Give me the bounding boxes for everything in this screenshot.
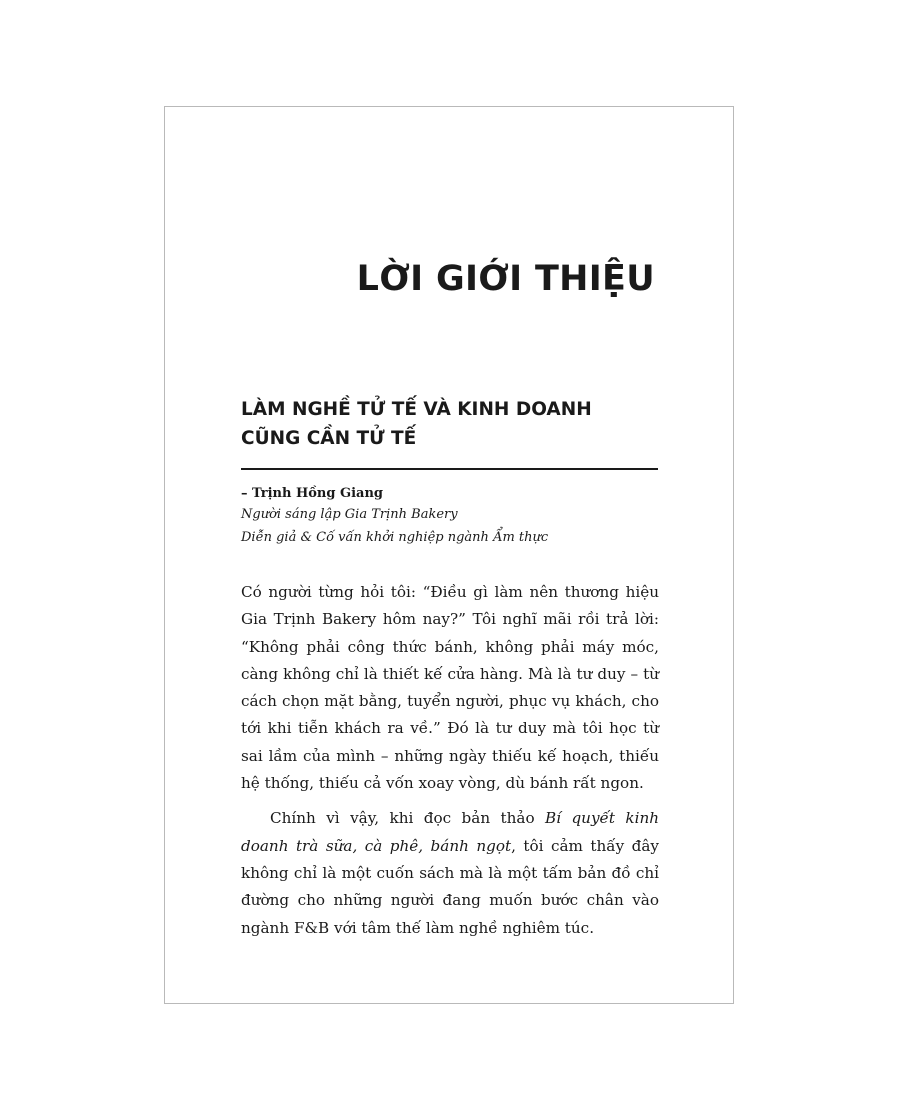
author-credit xyxy=(241,484,548,549)
section-title xyxy=(241,395,658,453)
author-name: – Trịnh Hồng Giang xyxy=(241,486,383,501)
paragraph-2-end: , tôi cảm thấy đây không chỉ là một cuốn sách mà là một tấm bản đồ chỉ đường cho những người đang muốn bước chân vào ngành F&B với tâm thế làm nghề nghiêm túc. xyxy=(241,836,660,937)
body-paragraph-2 xyxy=(241,805,659,941)
body-paragraph-1: Có người từng hỏi tôi: “Điều gì làm nên thương hiệu Gia Trịnh Bakery hôm nay?” Tôi nghĩ mãi rồi trả lời: “Không phải công thức bánh, không phải máy móc, càng không chỉ là thiết kế cửa hàng. Mà là tư duy – từ cách chọn mặt bằng, tuyển người, phục vụ khách, cho tới khi tiễn khách ra về.” Đó là tư duy mà tôi học từ sai lầm của mình – những ngày thiếu kế hoạch, thiếu hệ thống, thiếu cả vốn xoay vòng, dù bánh rất ngon. xyxy=(241,583,659,793)
paragraph-2-start: Chính vì vậy, khi đọc bản thảo xyxy=(270,809,546,828)
section-title-line-1: LÀM NGHỀ TỬ TẾ VÀ KINH DOANH xyxy=(241,399,592,420)
book-page xyxy=(164,106,734,1004)
section-title-line-2: CŨNG CẦN TỬ TẾ xyxy=(241,428,417,449)
body-text xyxy=(241,579,659,942)
chapter-title: LỜI GIỚI THIỆU xyxy=(356,259,655,299)
author-role-speaker: Diễn giả & Cố vấn khởi nghiệp ngành Ẩm thực xyxy=(241,530,549,545)
heading-divider xyxy=(241,468,658,470)
book-title: Bí quyết kinh doanh trà sữa, cà phê, bánh ngọt xyxy=(241,809,660,855)
section-heading xyxy=(241,395,658,470)
author-role-founder: Người sáng lập Gia Trịnh Bakery xyxy=(241,507,458,522)
